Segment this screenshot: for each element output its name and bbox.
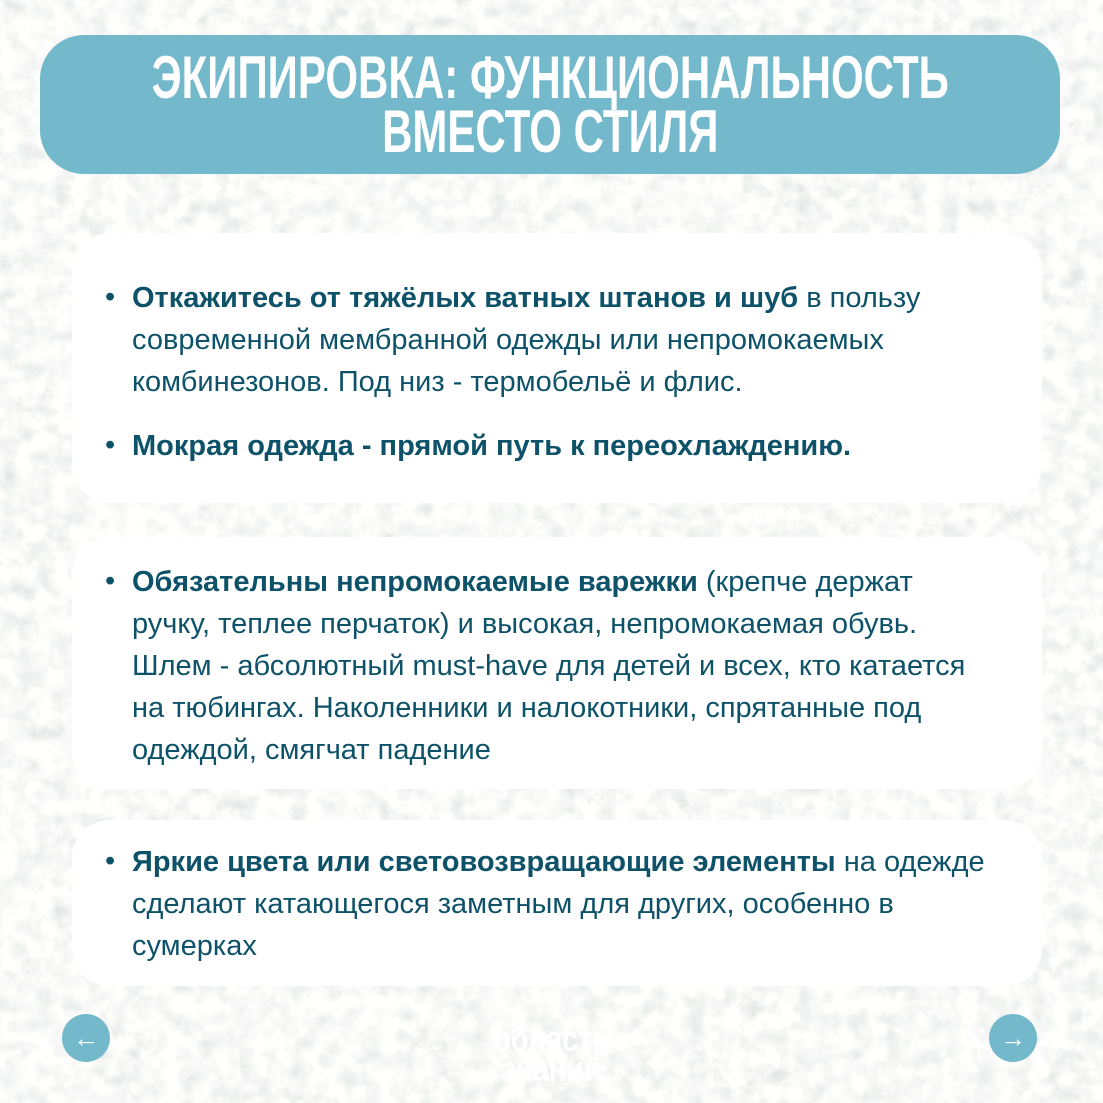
bullet-list xyxy=(105,841,992,967)
bullet-bold-text: Обязательны непромокаемые варежки xyxy=(132,566,698,598)
brand-logo-line-2: знаний xyxy=(501,1048,602,1089)
info-card-clothing xyxy=(72,233,1042,503)
page-title-line-1: ЭКИПИРОВКА: ФУНКЦИОНАЛЬНОСТЬ xyxy=(151,43,949,111)
arrow-left-icon: ← xyxy=(73,1023,99,1053)
bullet-dot-icon: • xyxy=(105,845,116,877)
bullet-item xyxy=(105,425,992,467)
prev-button[interactable] xyxy=(62,1014,110,1062)
bullet-item xyxy=(105,277,992,403)
bullet-regular-text: (крепче держат ручку, теплее перчаток) и высокая, непромокаемая обувь. Шлем - абсолютный must-have для детей и всех, кто катается на тюбингах. Наколенники и налокотники, спрятанные под одеждой, смягчат падение xyxy=(132,566,966,766)
bullet-list xyxy=(105,277,992,467)
bullet-dot-icon: • xyxy=(105,281,116,313)
bullet-list xyxy=(105,561,992,771)
info-card-visibility xyxy=(72,820,1042,986)
bullet-regular-text: в пользу современной мембранной одежды или непромокаемых комбинезонов. Под низ - термобельё и флис. xyxy=(132,282,921,398)
bullet-item xyxy=(105,841,992,967)
info-card-protection xyxy=(72,537,1042,789)
page-title-line-2: ВМЕСТО СТИЛЯ xyxy=(381,97,719,165)
arrow-right-icon: → xyxy=(1000,1023,1026,1053)
bullet-bold-text: Откажитесь от тяжёлых ватных штанов и шуб xyxy=(132,282,799,314)
next-button[interactable] xyxy=(989,1014,1037,1062)
bullet-bold-text: Яркие цвета или световозвращающие элементы xyxy=(132,846,836,878)
bullet-item xyxy=(105,561,992,771)
bullet-regular-text: на одежде сделают катающегося заметным для других, особенно в сумерках xyxy=(132,846,985,962)
brand-logo-line-1: область xyxy=(493,1018,610,1059)
title-banner xyxy=(40,35,1060,174)
bullet-dot-icon: • xyxy=(105,429,116,461)
bullet-bold-text: Мокрая одежда - прямой путь к переохлаждению. xyxy=(132,430,852,462)
bullet-dot-icon: • xyxy=(105,565,116,597)
